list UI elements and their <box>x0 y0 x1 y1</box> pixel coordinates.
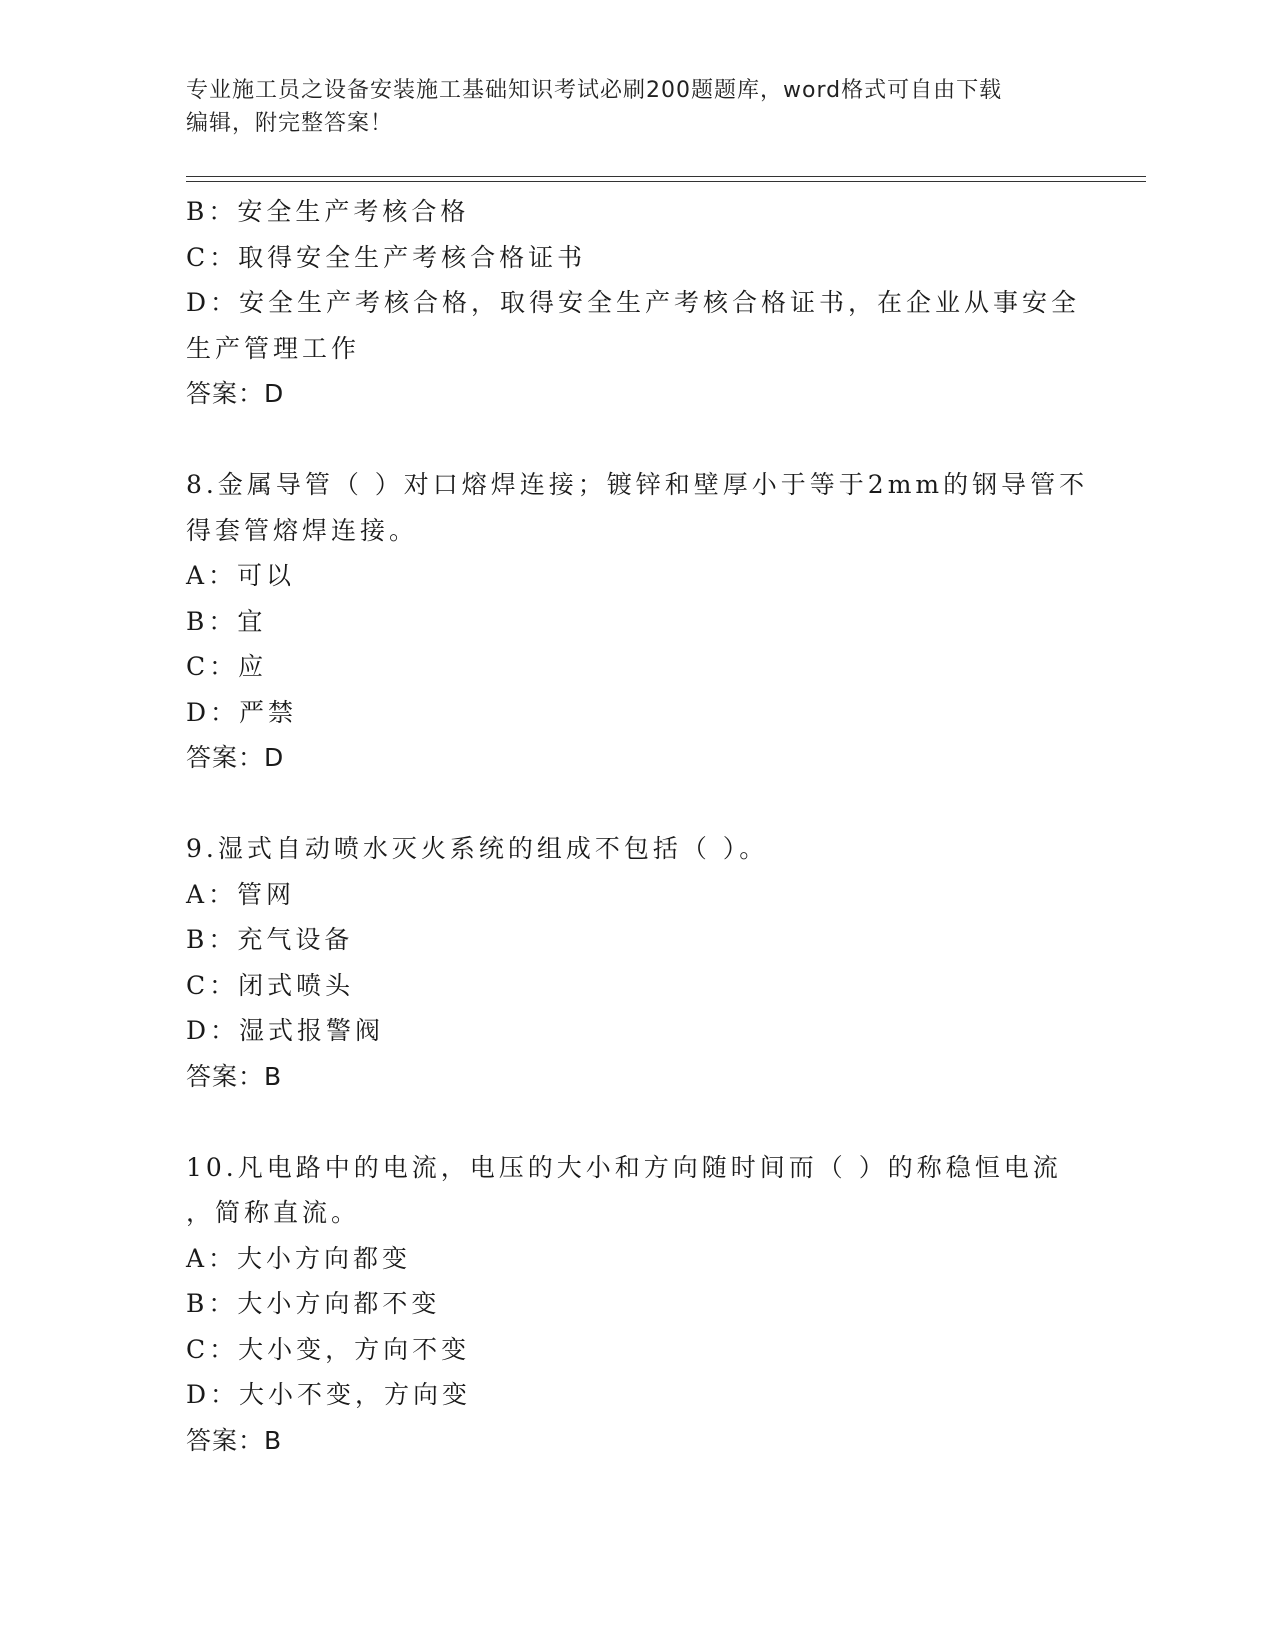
option-b: B：安全生产考核合格 <box>186 197 470 226</box>
option-b: B：大小方向都不变 <box>186 1289 441 1318</box>
option-d-continued: 生产管理工作 <box>186 333 361 363</box>
question-9 <box>186 826 1086 1099</box>
option-a: A：大小方向都变 <box>186 1243 412 1273</box>
option-a: A：管网 <box>186 879 296 909</box>
answer-line: 答案：B <box>186 1061 283 1091</box>
question-content <box>186 189 1089 1463</box>
option-d: D：湿式报警阀 <box>186 1016 385 1045</box>
question-gap <box>186 781 1086 827</box>
question-8 <box>186 462 1089 781</box>
option-c: C：取得安全生产考核合格证书 <box>186 242 587 272</box>
option-a: A：可以 <box>186 561 296 590</box>
question-gap <box>186 1099 1086 1145</box>
answer-line: 答案：B <box>186 1425 283 1455</box>
question-stem-continued: 得套管熔焊连接。 <box>186 515 419 545</box>
option-c: C：应 <box>186 652 268 681</box>
header-divider <box>186 176 1146 182</box>
option-d: D：安全生产考核合格，取得安全生产考核合格证书，在企业从事安全 <box>186 288 1081 317</box>
option-c: C：闭式喷头 <box>186 970 355 1000</box>
option-d: D：严禁 <box>186 697 298 727</box>
option-b: B：充气设备 <box>186 925 354 954</box>
document-header <box>186 74 1066 140</box>
option-b: B：宜 <box>186 606 267 636</box>
continued-question <box>186 189 1086 417</box>
option-c: C：大小变，方向不变 <box>186 1334 471 1364</box>
answer-line: 答案：D <box>186 379 285 408</box>
question-stem: 8.金属导管（ ）对口熔焊连接；镀锌和壁厚小于等于2mm的钢导管不 <box>186 470 1089 499</box>
answer-line: 答案：D <box>186 743 285 772</box>
header-title-line-1: 专业施工员之设备安装施工基础知识考试必刷200题题库，word格式可自由下载 <box>186 78 1003 103</box>
option-d: D：大小不变，方向变 <box>186 1380 472 1409</box>
header-title-line-2: 编辑，附完整答案！ <box>186 111 394 136</box>
question-stem: 9.湿式自动喷水灭火系统的组成不包括（ ）。 <box>186 834 769 863</box>
question-gap <box>186 417 1086 463</box>
question-stem: 10.凡电路中的电流，电压的大小和方向随时间而（ ）的称稳恒电流 <box>186 1152 1062 1182</box>
question-stem-continued: ，简称直流。 <box>186 1198 361 1227</box>
question-10 <box>186 1145 1086 1464</box>
